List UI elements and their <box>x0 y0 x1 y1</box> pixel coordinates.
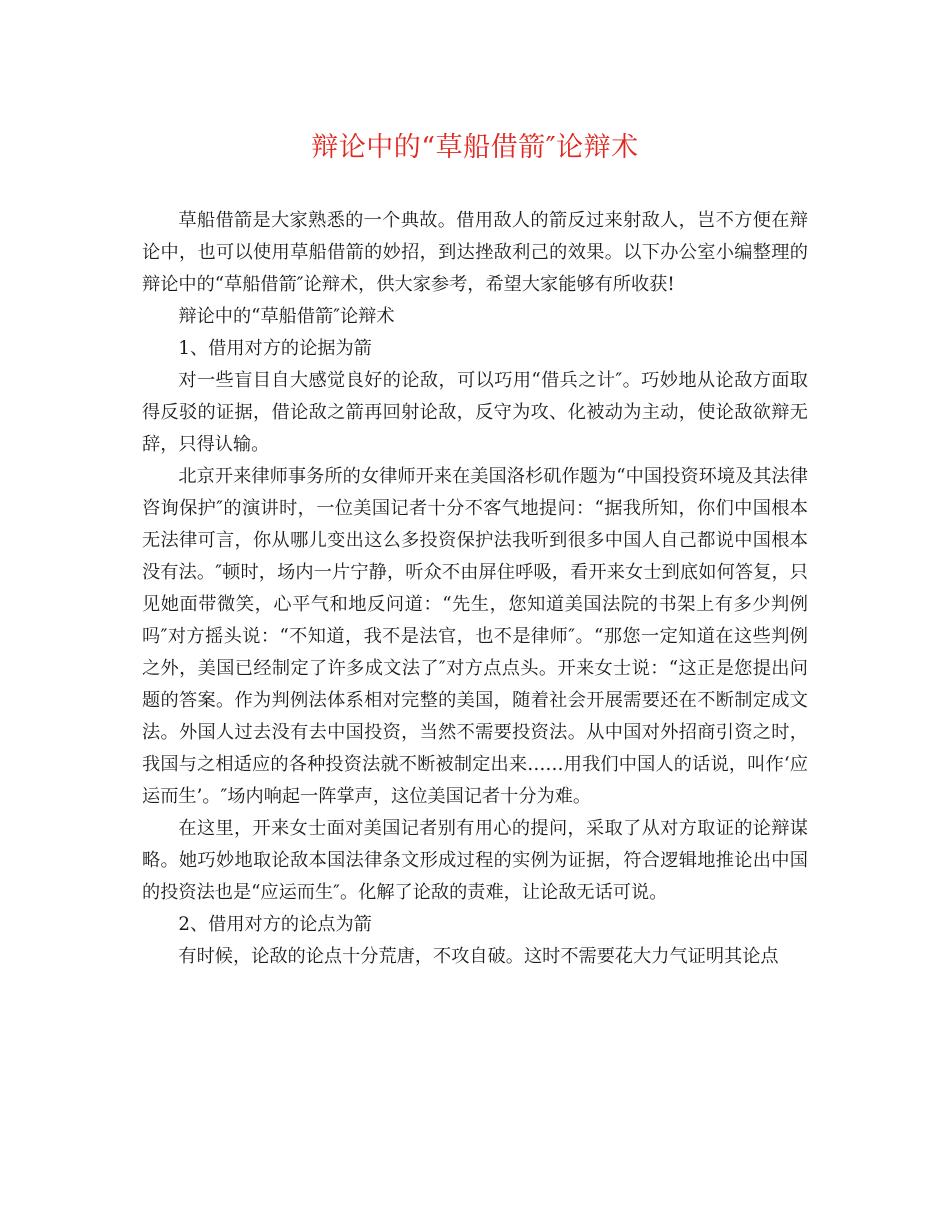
document-title: 辩论中的“草船借箭″论辩术 <box>311 132 639 163</box>
section-heading-1: 1、借用对方的论据为箭 <box>178 338 372 359</box>
section-heading-2: 2、借用对方的论点为箭 <box>178 914 372 935</box>
paragraph: 在这里，开来女士面对美国记者别有用心的提问，采取了从对方取证的论辩谋略。她巧妙地取论敌本国法律条文形成过程的实例为证据，符合逻辑地推论出中国的投资法也是“应运而生″。化解了论敌的责难，让论敌无话可说。 <box>142 818 808 903</box>
paragraph: 有时候，论敌的论点十分荒唐，不攻自破。这时不需要花大力气证明其论点 <box>178 946 779 967</box>
paragraph-subtitle: 辩论中的“草船借箭″论辩术 <box>178 306 395 327</box>
paragraph: 北京开来律师事务所的女律师开来在美国洛杉矶作题为“中国投资环境及其法律咨询保护″的演讲时，一位美国记者十分不客气地提问：“据我所知，你们中国根本无法律可言，你从哪儿变出这么多投资保护法我听到很多中国人自己都说中国根本没有法。″顿时，场内一片宁静，听众不由屏住呼吸，看开来女士到底如何答复，只见她面带微笑，心平气和地反问道：“先生，您知道美国法院的书架上有多少判例吗″对方摇头说：“不知道，我不是法官，也不是律师″。“那您一定知道在这些判例之外，美国已经制定了许多成文法了″对方点点头。开来女士说：“这正是您提出问题的答案。作为判例法体系相对完整的美国，随着社会开展需要还在不断制定成文法。外国人过去没有去中国投资，当然不需要投资法。从中国对外招商引资之时，我国与之相适应的各种投资法就不断被制定出来……用我们中国人的话说，叫作‘应运而生’。″场内响起一阵掌声，这位美国记者十分为难。 <box>142 466 808 807</box>
paragraph-intro: 草船借箭是大家熟悉的一个典故。借用敌人的箭反过来射敌人，岂不方便在辩论中，也可以使用草船借箭的妙招，到达挫敌利己的效果。以下办公室小编整理的辩论中的“草船借箭″论辩术，供大家参考，希望大家能够有所收获! <box>142 210 808 295</box>
paragraph: 对一些盲目自大感觉良好的论敌，可以巧用“借兵之计″。巧妙地从论敌方面取得反驳的证据，借论敌之箭再回射论敌，反守为攻、化被动为主动，使论敌欲辩无辞，只得认输。 <box>142 370 808 455</box>
document-body <box>142 205 808 973</box>
